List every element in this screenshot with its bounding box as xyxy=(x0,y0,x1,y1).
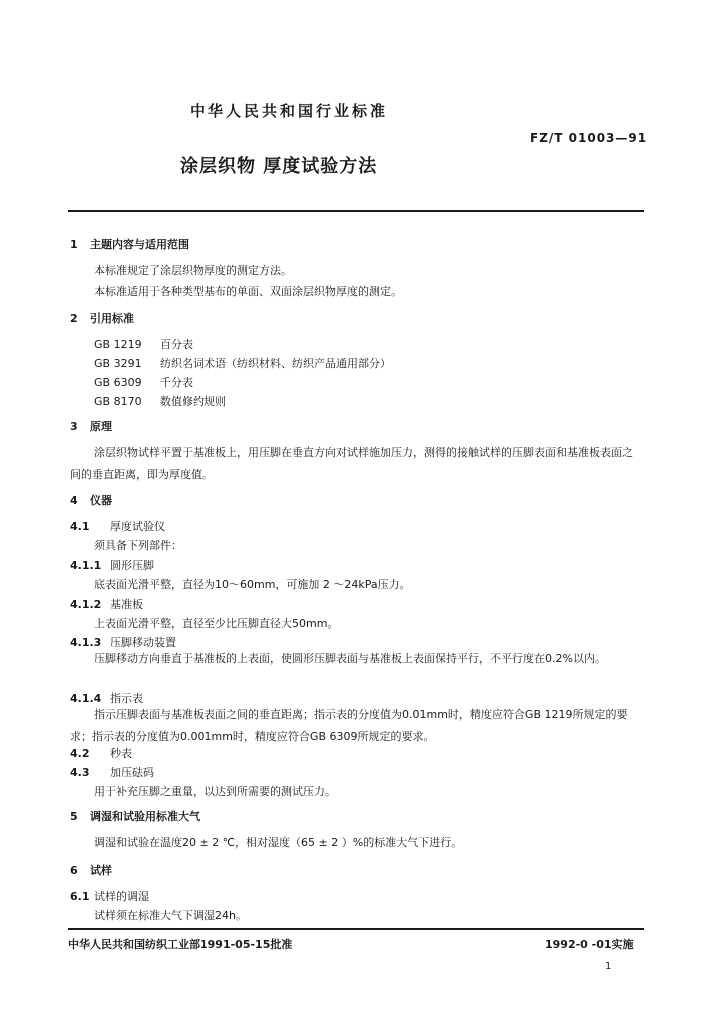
section-title: 原理 xyxy=(90,420,112,433)
subsection-number: 4.1.1 xyxy=(70,559,102,572)
reference-item xyxy=(94,374,193,390)
subsection-title: 圆形压脚 xyxy=(110,559,154,572)
subsection-number: 4.1.4 xyxy=(70,692,102,705)
paragraph: 底表面光滑平整，直径为10～60mm，可施加 2 ～24kPa压力。 xyxy=(94,578,411,591)
paragraph: 压脚移动方向垂直于基准板的上表面，使圆形压脚表面与基准板上表面保持平行，不平行度在0.2%以内。 xyxy=(94,652,606,665)
section-title: 调湿和试验用标准大气 xyxy=(90,810,200,823)
section-2-heading xyxy=(70,310,134,326)
section-5-heading xyxy=(70,808,200,824)
subsection-4-1-heading xyxy=(70,518,165,534)
approval-line: 中华人民共和国纺织工业部1991-05-15批准 xyxy=(68,938,293,951)
section-6-heading xyxy=(70,862,112,878)
subsection-4-2-heading xyxy=(70,745,132,761)
subsection-number: 4.1.2 xyxy=(70,598,102,611)
subsection-title: 秒表 xyxy=(110,747,132,760)
document-title: 涂层织物 厚度试验方法 xyxy=(180,156,378,177)
section-number: 4 xyxy=(70,494,78,507)
reference-name: 百分表 xyxy=(160,338,193,351)
subsection-number: 4.1.3 xyxy=(70,636,102,649)
header-divider xyxy=(68,210,644,212)
section-number: 1 xyxy=(70,238,78,251)
section-1-heading xyxy=(70,236,189,252)
section-title: 引用标准 xyxy=(90,312,134,325)
reference-code: GB 3291 xyxy=(94,357,142,370)
section-title: 主题内容与适用范围 xyxy=(90,238,189,251)
reference-item xyxy=(94,393,226,409)
subsection-title: 厚度试验仪 xyxy=(110,520,165,533)
section-number: 6 xyxy=(70,864,78,877)
subsection-6-1-heading xyxy=(70,888,149,904)
subsection-number: 4.2 xyxy=(70,747,90,760)
section-title: 仪器 xyxy=(90,494,112,507)
paragraph: 本标准规定了涂层织物厚度的测定方法。 xyxy=(94,264,292,277)
reference-name: 纺织名词术语（纺织材料、纺织产品通用部分） xyxy=(160,357,391,370)
paragraph: 须具备下列部件： xyxy=(94,539,182,552)
subsection-4-3-heading xyxy=(70,764,154,780)
subsection-4-1-2-heading xyxy=(70,596,143,612)
subsection-title: 指示表 xyxy=(110,692,143,705)
subsection-number: 4.3 xyxy=(70,766,90,779)
reference-code: GB 1219 xyxy=(94,338,142,351)
subsection-title: 加压砝码 xyxy=(110,766,154,779)
section-number: 3 xyxy=(70,420,78,433)
paragraph: 试样须在标准大气下调湿24h。 xyxy=(94,909,247,922)
paragraph: 本标准适用于各种类型基布的单面、双面涂层织物厚度的测定。 xyxy=(94,285,402,298)
paragraph: 上表面光滑平整，直径至少比压脚直径大50mm。 xyxy=(94,617,339,630)
reference-name: 数值修约规则 xyxy=(160,395,226,408)
paragraph: 调湿和试验在温度20 ± 2 ℃，相对湿度（65 ± 2 ）%的标准大气下进行。 xyxy=(94,836,463,849)
effective-date: 1992-0 -01实施 xyxy=(545,938,634,951)
reference-item xyxy=(94,355,391,371)
reference-item xyxy=(94,336,193,352)
section-number: 2 xyxy=(70,312,78,325)
standard-number: FZ/T 01003—91 xyxy=(530,131,648,145)
subsection-number: 4.1 xyxy=(70,520,90,533)
section-3-heading xyxy=(70,418,112,434)
reference-name: 千分表 xyxy=(160,376,193,389)
standard-category-heading: 中华人民共和国行业标准 xyxy=(190,102,389,120)
paragraph: 涂层织物试样平置于基准板上，用压脚在垂直方向对试样施加压力，测得的接触试样的压脚表面和基准板表面之间的垂直距离，即为厚度值。 xyxy=(70,446,633,481)
subsection-title: 压脚移动装置 xyxy=(110,636,176,649)
section-title: 试样 xyxy=(90,864,112,877)
page-number: 1 xyxy=(605,961,612,972)
section-number: 5 xyxy=(70,810,78,823)
paragraph: 指示压脚表面与基准板表面之间的垂直距离；指示表的分度值为0.01mm时，精度应符合GB 1219所规定的要求；指示表的分度值为0.001mm时，精度应符合GB 6309所规定的要求。 xyxy=(70,708,628,743)
subsection-title: 基准板 xyxy=(110,598,143,611)
reference-code: GB 6309 xyxy=(94,376,142,389)
subsection-4-1-1-heading xyxy=(70,557,154,573)
paragraph: 用于补充压脚之重量，以达到所需要的测试压力。 xyxy=(94,785,336,798)
reference-code: GB 8170 xyxy=(94,395,142,408)
subsection-number: 6.1 xyxy=(70,890,90,903)
subsection-title: 试样的调湿 xyxy=(94,890,149,903)
section-4-heading xyxy=(70,492,112,508)
footer-divider xyxy=(68,928,644,930)
